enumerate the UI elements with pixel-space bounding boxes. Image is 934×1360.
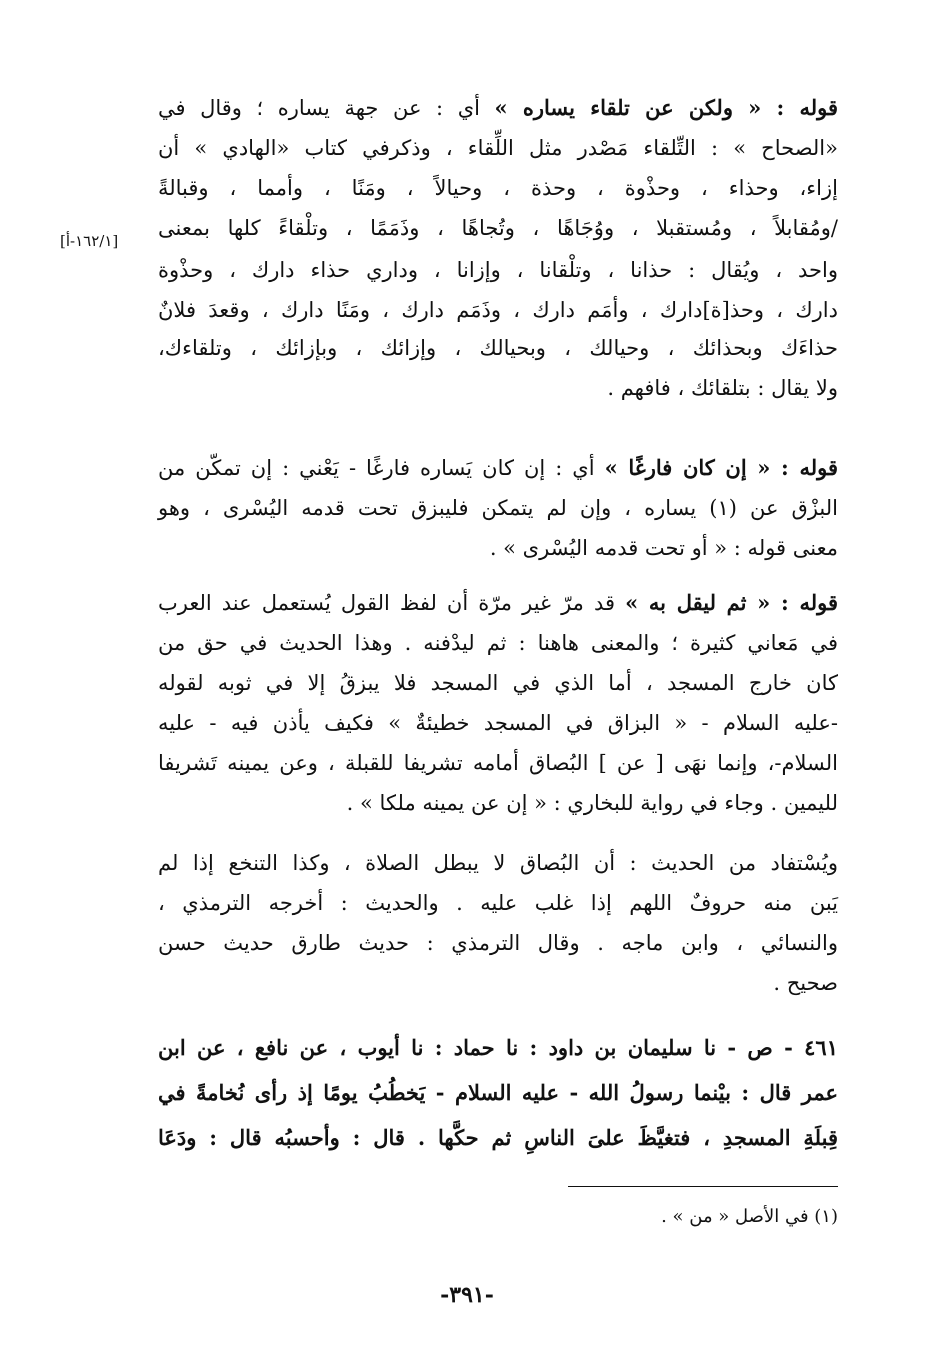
footnote: (١) في الأصل « من » .	[661, 1206, 838, 1227]
text-line: ولا يقال : بتلقائك ، فافهم .	[607, 376, 838, 400]
text-line: معنى قوله : « أو تحت قدمه اليُسْرى » .	[489, 536, 838, 560]
text-line: ويُسْتفاد من الحديث : أن البُصاق لا يبطل الصلاة ، وكذا التنخع إذا لم	[158, 851, 838, 875]
margin-folio-note: [١٦٢/١-أ]	[60, 232, 119, 250]
text-line: يَبن منه حروفٌ اللهم إذا غلب عليه . والحديث : أخرجه الترمذي ،	[158, 891, 838, 915]
text-line: والنسائي ، وابن ماجه . وقال الترمذي : حديث طارق حديث حسن	[158, 931, 838, 955]
text-line: لليمين . وجاء في رواية للبخاري : « إن عن يمينه ملكا » .	[346, 791, 838, 815]
text-line: «الصحاح » : التِّلقاء مَصْدر مثل اللِّقاء ، وذكرفي كتاب «الهادي » أن	[158, 136, 838, 160]
text-line: كان خارج المسجد ، أما الذي في المسجد فلا يبزقُ إلا في ثوبه لقوله	[158, 671, 838, 695]
text-line: قوله : « ولكن عن تلقاء يساره » أي : عن جهة يساره ؛ وقال في	[158, 95, 839, 120]
footnote-divider	[568, 1186, 838, 1187]
text-line: حذاءَك وبحذائك ، وحيالك ، وبحيالك ، وإزائك ، وبإزائك ، وتلقاءك،	[158, 336, 838, 360]
text-line: في مَعاني كثيرة ؛ والمعنى هاهنا : ثم ليدْفنه . وهذا الحديث في حق من	[158, 631, 838, 655]
text-line: دارك ، وحذ[ة]دارك ، وأمَم دارك ، وذَمَم دارك ، ومَنًا دارك ، وقعدَ فلانٌ	[158, 298, 838, 322]
text-line: /ومُقابلاً ، ومُستقبلا ، ووُجَاهًا ، وتُجاهًا ، وذَمَمًا ، وتلْقاءً كلها بمعنى	[158, 216, 838, 240]
text-line: البزْق عن (١) يساره ، وإن لم يتمكن فليبزق تحت قدمه اليُسْرى ، وهو	[158, 496, 838, 520]
text-line: إزاء، وحذاء ، وحذْوة ، وحذة ، وحيالاً ، ومَنًا ، وأمما ، وقبالةً	[158, 176, 838, 200]
text-line: قِبلَةِ المسجدِ ، فتغيَّظَ علىَ الناسِ ثم حكَّها . قال : وأحسبُه قال : ودَعَا	[158, 1125, 838, 1150]
text-line: قوله : « إن كان فارغًا » أي : إن كان يَساره فارغًا - يَعْني : إن تمكّن من	[158, 455, 838, 480]
text-line: ٤٦١ - ص - نا سليمان بن داود : نا حماد : نا أيوب ، عن نافع ، عن ابن	[158, 1035, 838, 1060]
text-line: السلام-، وإنما نهَى [ عن ] البُصاق أمامه تشريفا للقبلة ، وعن يمينه تَشريفا	[158, 751, 838, 775]
text-line: صحيح .	[773, 971, 838, 995]
text-line: قوله : « ثم ليقل به » قد مرّ غير مرّة أن لفظ القول يُستعمل عند العرب	[158, 590, 838, 615]
text-line: واحد ، ويُقال : حذانا ، وتلْقانا ، وإزانا ، وداري حذاء دارك ، وحذْوة	[158, 258, 838, 282]
text-line: عمر قال : بيْنما رسولُ الله - عليه السلام - يَخطُبُ يومًا إذ رأى نُخامةً في	[158, 1080, 838, 1105]
text-line: -عليه السلام - « البزاق في المسجد خطيئةٌ » فكيف يأذن فيه - عليه	[158, 711, 838, 735]
page-number: -٣٩١-	[440, 1282, 494, 1308]
